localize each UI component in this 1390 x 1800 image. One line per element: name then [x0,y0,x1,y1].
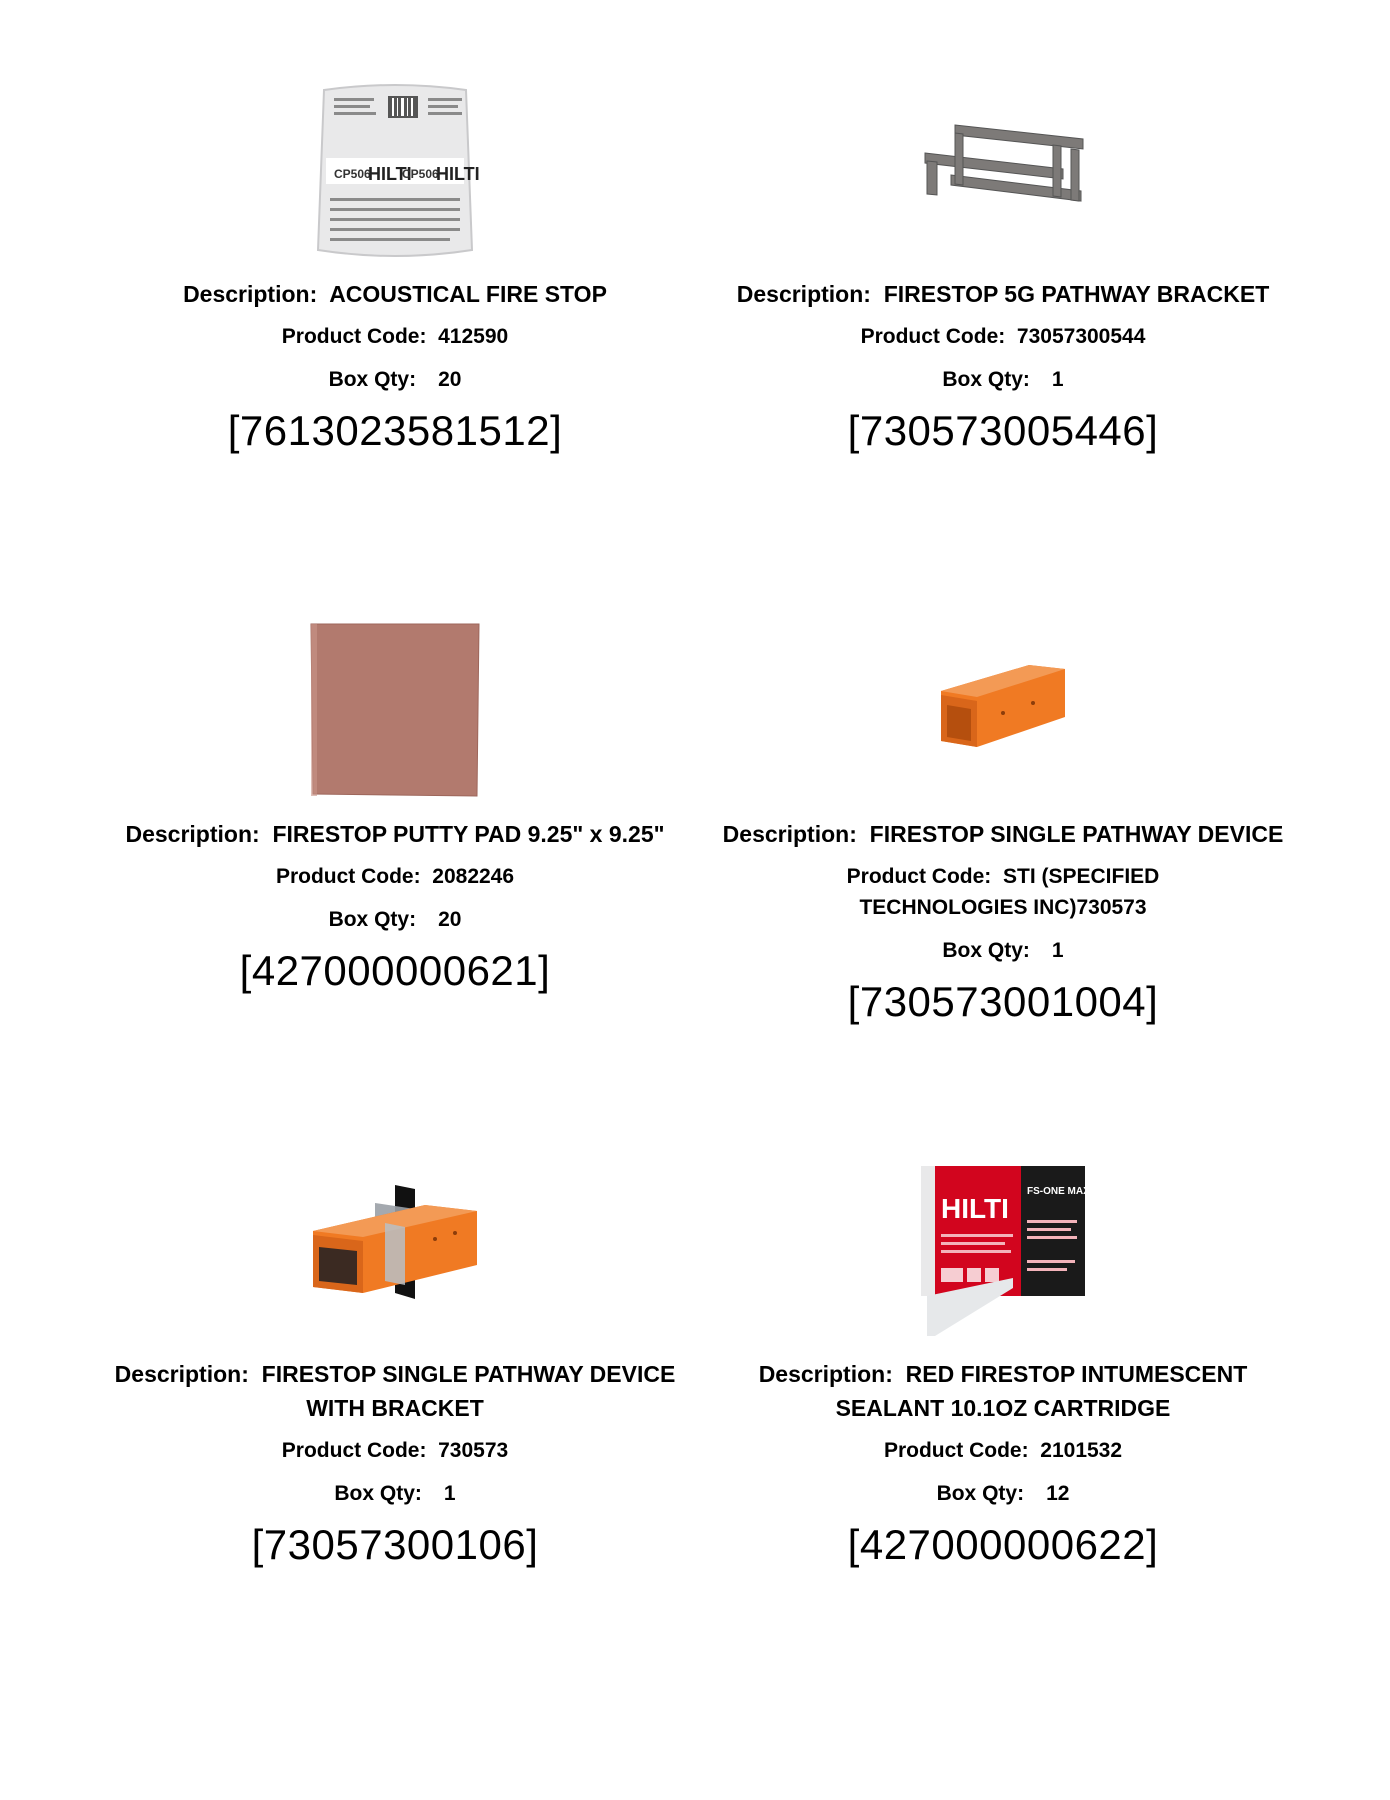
product-code [683,1435,1323,1466]
product-description [683,817,1323,851]
product-image [683,615,1323,805]
single-pathway-device-icon [933,655,1073,765]
description-value: FIRESTOP 5G PATHWAY BRACKET [883,281,1270,307]
cartridge-brand-text: HILTI [941,1193,1009,1224]
product-image [683,75,1323,265]
product-code-label: Product Code: [281,325,427,348]
box-qty-value: 12 [1046,1482,1070,1505]
box-qty-label: Box Qty: [942,368,1030,391]
product-code-value: STI (SPECIFIED TECHNOLOGIES INC)730573 [859,865,1160,919]
box-qty-value: 1 [1051,939,1064,962]
description-label: Description: [722,821,857,847]
box-qty-label: Box Qty: [936,1482,1025,1505]
acoustical-fire-stop-bag-icon [310,80,480,260]
product-code [75,321,715,352]
barcode-number: [427000000621] [239,947,551,994]
product-image [75,615,715,805]
product-code-value: 412590 [438,325,509,348]
bag-brand-text: HILTI [436,164,480,184]
box-qty-value: 1 [1051,368,1064,391]
description-label: Description: [125,821,260,847]
product-description [683,277,1323,311]
box-qty [683,1478,1323,1509]
product-card-acoustical-fire-stop [75,75,715,459]
description-value: FIRESTOP PUTTY PAD 9.25" x 9.25" [272,821,665,847]
bag-brand-text: HILTI [368,164,412,184]
product-card-sealant-cartridge [683,1155,1323,1573]
barcode-number: [7613023581512] [227,407,563,454]
product-code-value: 73057300544 [1016,325,1146,348]
box-qty-label: Box Qty: [334,1482,422,1505]
product-description [75,1357,715,1425]
box-qty-label: Box Qty: [328,368,417,391]
bag-label-text: CP506 [334,167,371,181]
product-code-label: Product Code: [275,865,421,888]
product-image [75,1155,715,1345]
product-code-label: Product Code: [846,865,992,888]
description-value: FIRESTOP SINGLE PATHWAY DEVICE WITH BRACKET [261,1361,676,1421]
box-qty [75,364,715,395]
product-description [683,1357,1323,1425]
box-qty-label: Box Qty: [942,939,1030,962]
barcode-number: [427000000622] [847,1521,1159,1568]
cartridge-product-text: FS-ONE MAX [1027,1186,1090,1197]
product-code [75,1435,715,1466]
bag-label-text: CP506 [402,167,439,181]
product-card-single-pathway-device [683,615,1323,1030]
product-card-pathway-device-with-bracket [75,1155,715,1573]
product-card-pathway-bracket [683,75,1323,459]
box-qty [683,364,1323,395]
barcode-number: [730573005446] [847,407,1159,454]
product-card-putty-pad [75,615,715,999]
description-label: Description: [183,281,318,307]
product-code-value: 2082246 [432,865,515,888]
box-qty [683,935,1323,966]
product-description [75,817,715,851]
description-value: ACOUSTICAL FIRE STOP [329,281,607,307]
description-label: Description: [758,1361,893,1387]
description-value: FIRESTOP SINGLE PATHWAY DEVICE [869,821,1284,847]
product-code [683,321,1323,352]
product-description [75,277,715,311]
box-qty-value: 1 [443,1482,456,1505]
box-qty [75,1478,715,1509]
box-qty [75,904,715,935]
product-code-label: Product Code: [281,1439,427,1462]
product-code-label: Product Code: [883,1439,1029,1462]
box-qty-value: 20 [438,908,462,931]
sealant-cartridge-icon [913,1160,1093,1340]
pathway-device-with-bracket-icon [305,1175,485,1325]
product-code-value: 730573 [438,1439,509,1462]
box-qty-value: 20 [438,368,462,391]
box-qty-label: Box Qty: [328,908,417,931]
product-code [75,861,715,892]
description-value: RED FIRESTOP INTUMESCENT SEALANT 10.1OZ CARTRIDGE [835,1361,1248,1421]
product-code-label: Product Code: [860,325,1006,348]
product-image [683,1155,1323,1345]
pathway-bracket-icon [913,115,1093,225]
barcode-number: [73057300106] [251,1521,539,1568]
putty-pad-icon [305,620,485,800]
barcode-number: [730573001004] [847,978,1159,1025]
description-label: Description: [736,281,871,307]
product-image [75,75,715,265]
product-code-value: 2101532 [1040,1439,1123,1462]
product-code [683,861,1323,923]
description-label: Description: [114,1361,249,1387]
